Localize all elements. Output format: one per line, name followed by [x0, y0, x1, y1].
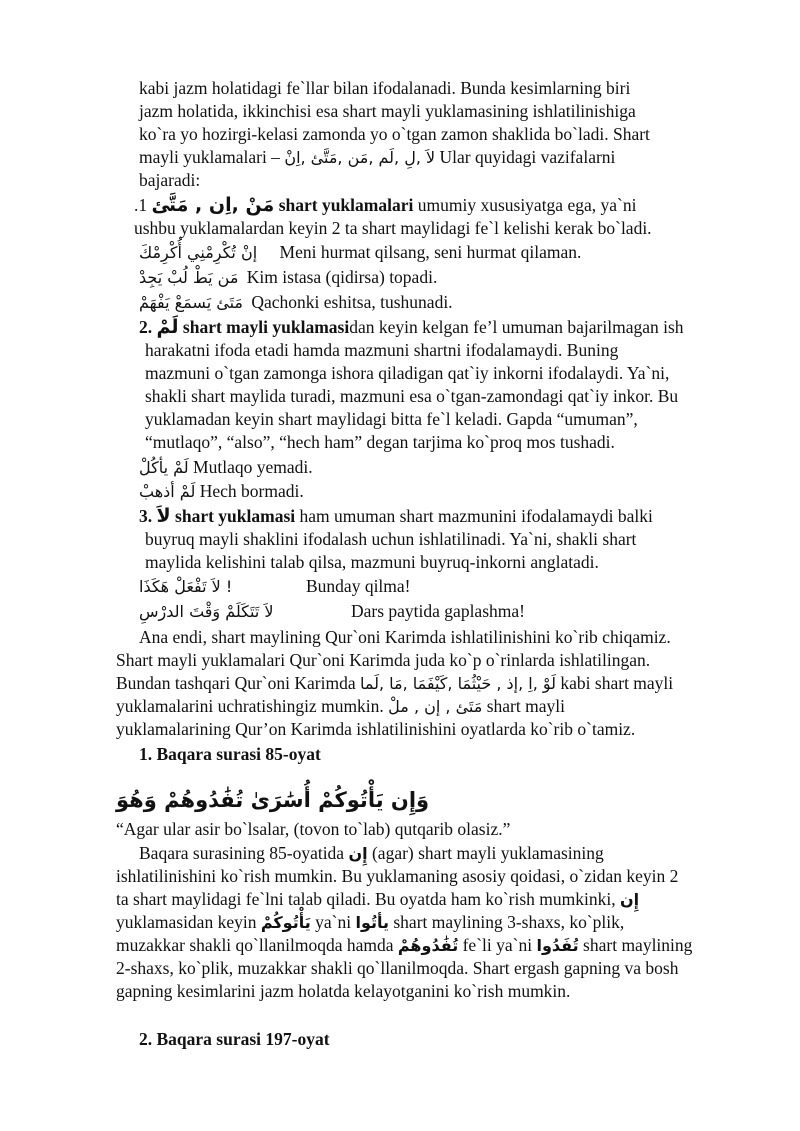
example-translation: Mutlaqo yemadi.: [193, 457, 313, 477]
text-run: shart mayli: [482, 696, 565, 716]
arabic-particle: لَمْ: [156, 316, 179, 338]
text-run: muzakkar shakli qo`llanilmoqda hamda: [116, 935, 398, 955]
quran-verse: [116, 786, 429, 815]
item-number: 3.: [139, 506, 157, 526]
text-line: Ana endi, shart maylining Qur`oni Karimda ishlatilinishini ko`rib chiqamiz.: [139, 627, 671, 647]
text-line: [116, 934, 692, 957]
text-run: fe`li ya`ni: [458, 935, 537, 955]
text-run: mayli yuklamalari –: [139, 147, 285, 167]
text-run: ya`ni: [310, 912, 356, 932]
example-line: [139, 480, 304, 503]
numbered-item-1: [134, 194, 636, 216]
arabic-example: لَمْ أذهبْ: [139, 482, 196, 501]
example-line: [139, 456, 313, 479]
text-line: kabi jazm holatidagi fe`llar bilan ifodalanadi. Bunda kesimlarning biri: [139, 78, 631, 98]
arabic-particles: مَتَئ , إن , ملْ: [388, 697, 483, 716]
text-line: shakli shart maylida turadi, mazmuni esa o`tgan-zamondagi qat`iy inkor. Bu: [145, 386, 679, 406]
example-translation: Meni hurmat qilsang, seni hurmat qilaman.: [279, 242, 582, 262]
text-run: Ular quyidagi vazifalarni: [435, 147, 616, 167]
arabic-example: مَن يَطْ لُبْ يَجِدْ: [139, 268, 239, 287]
text-line: ishlatilinishini ko`rish mumkin. Bu yuklamaning asosiy qoidasi, o`zidan keyin 2: [116, 866, 679, 886]
text-run: shart maylining: [578, 935, 693, 955]
term-bold: shart yuklamasi: [170, 506, 296, 526]
text-line: ko`ra yo hozirgi-kelasi zamonda yo o`tgan zamon shaklida bo`ladi. Shart: [139, 124, 650, 144]
text-run: shart maylining 3-shaxs, ko`plik,: [389, 912, 625, 932]
arabic-example: لَمْ يأكُلْ: [139, 458, 189, 477]
verse-translation: “Agar ular asir bo`lsalar, (tovon to`lab) qutqarib olasiz.”: [116, 819, 511, 839]
text-line: harakatni ifoda etadi hamda mazmuni shartni ifodalamaydi. Buning: [145, 340, 619, 360]
arabic-example: إنْ تُكْرِمْنِي أُكْرِمْكَ: [139, 243, 258, 262]
arabic-example: ! لاَ تَفْعَلْ هَكَذَا: [139, 577, 233, 596]
text-run: Bundan tashqari Qur`oni Karimda: [116, 673, 360, 693]
text-run: ta shart maylidagi fe`lni talab qiladi. Bu oyatda ham ko`rish mumkinki,: [116, 889, 620, 909]
section-heading: 1. Baqara surasi 85-oyat: [139, 744, 321, 764]
text-run: (agar) shart mayli yuklamasining: [367, 843, 604, 863]
text-run: kabi shart mayli: [556, 673, 674, 693]
numbered-item-2: [139, 316, 684, 338]
text-line: [139, 842, 604, 865]
example-translation: Kim istasa (qidirsa) topadi.: [246, 267, 438, 287]
arabic-particles: لاَ ,لِ ,لَم ,مَن ,مَتَّئ ,اِنْ: [284, 148, 436, 167]
text-line: ushbu yuklamalardan keyin 2 ta shart maylidagi fe`l kelishi kerak bo`ladi.: [134, 218, 652, 238]
text-run: ham umuman shart mazmunini ifodalamaydi balki: [295, 506, 653, 526]
text-line: “mutlaqo”, “also”, “hech ham” degan tarjima ko`proq mos tushadi.: [145, 432, 615, 452]
term-bold: shart yuklamalari: [274, 195, 414, 215]
arabic-word: يَأْتُوكُمْ: [260, 913, 311, 932]
arabic-word: إِن: [348, 844, 368, 863]
example-translation: Hech bormadi.: [199, 481, 304, 501]
arabic-word: تُفَدُوا: [536, 936, 579, 955]
text-line: yuklamalarining Qur’on Karimda ishlatilinishini oyatlarda ko`rib o`tamiz.: [116, 719, 636, 739]
arabic-particle: لاَ: [156, 505, 171, 527]
example-translation: Qachonki eshitsa, tushunadi.: [251, 292, 453, 312]
text-line: jazm holatida, ikkinchisi esa shart mayli yuklamasining ishlatilinishiga: [139, 101, 636, 121]
item-number: 2.: [139, 317, 157, 337]
text-line: [116, 672, 673, 695]
text-line: [116, 695, 565, 718]
text-line: [139, 146, 615, 169]
text-line: [116, 911, 624, 934]
text-run: dan keyin kelgan fe’l umuman bajarilmagan ish: [349, 317, 684, 337]
example-line: [139, 575, 411, 598]
item-number: .1: [134, 195, 152, 215]
text-run: yuklamalarini uchratishingiz mumkin.: [116, 696, 389, 716]
text-line: yuklamadan keyin shart maylidagi bitta fe`l keladi. Gapda “umuman”,: [145, 409, 638, 429]
numbered-item-3: [139, 505, 653, 527]
term-bold: shart mayli yuklamasi: [178, 317, 350, 337]
arabic-example: مَتَئ يَسمَعْ يَفْهَمْ: [139, 293, 243, 312]
arabic-word: تُفَٰدُوهُمْ: [397, 936, 459, 955]
text-line: 2-shaxs, ko`plik, muzakkar shakli qo`llanilmoqda. Shart ergash gapning va bosh: [116, 958, 679, 978]
arabic-word: إِن: [620, 890, 640, 909]
text-line: buyruq mayli shaklini ifodalash uchun ishlatilinadi. Ya`ni, shakli shart: [145, 529, 637, 549]
text-line: Shart mayli yuklamalari Qur`oni Karimda juda ko`p o`rinlarda ishlatilingan.: [116, 650, 651, 670]
text-line: [116, 888, 639, 911]
example-translation: Bunday qilma!: [306, 576, 411, 596]
text-line: gapning kesimlarini jazm holatda kelayotganini ko`rish mumkin.: [116, 981, 571, 1001]
text-run: Baqara surasining 85-oyatida: [139, 843, 349, 863]
example-translation: Dars paytida gaplashma!: [351, 601, 525, 621]
example-line: [139, 241, 581, 264]
text-line: mazmuni o`tgan zamonga ishora qiladigan qat`iy inkorni ifodalaydi. Ya`ni,: [145, 363, 670, 383]
arabic-particles: مَنْ ,اِن , مَتَّئ: [151, 194, 275, 216]
text-run: umumiy xususiyatga ega, ya`ni: [413, 195, 637, 215]
arabic-particles: لَوْ ,اِ ,إذ , حَيْثُمَا ,كَيْفَمَا ,مَا ,لَما: [359, 674, 557, 693]
arabic-word: يأتُوا: [355, 913, 389, 932]
text-line: maylida kelishini talab qilsa, mazmuni buyruq-inkorni anglatadi.: [145, 552, 599, 572]
section-heading: 2. Baqara surasi 197-oyat: [139, 1029, 330, 1049]
text-line: bajaradi:: [139, 170, 201, 190]
text-run: yuklamasidan keyin: [116, 912, 261, 932]
example-line: [139, 291, 453, 314]
arabic-example: لاَ تَتَكَلَمْ وَقْتَ الدرْسِ: [139, 602, 274, 621]
arabic-verse: وَإِن يَأْتُوكُمْ أُسَٰرَىٰ تُفَٰدُوهُمْ وَهُوَ: [116, 788, 430, 812]
example-line: [139, 600, 525, 623]
example-line: [139, 266, 437, 289]
